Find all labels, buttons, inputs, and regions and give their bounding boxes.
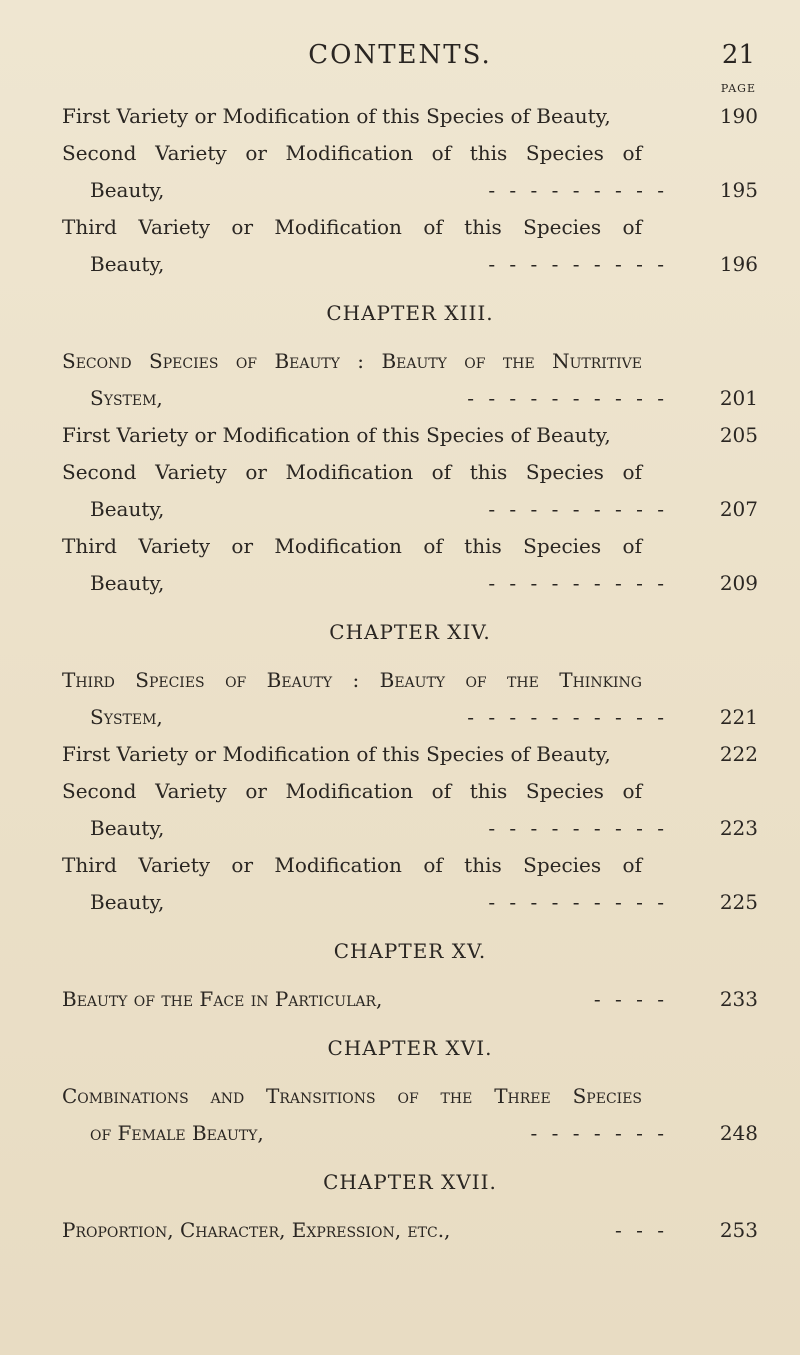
entry-title: Proportion, Character, Expression, etc., — [62, 1218, 451, 1242]
entry-page: 223 — [719, 816, 758, 840]
toc-entry — [0, 773, 800, 810]
entry-page: 195 — [719, 178, 758, 202]
entry-title: System, — [90, 705, 163, 729]
toc-entry — [0, 98, 800, 135]
dot-leader: - - - - - - - - - — [488, 890, 668, 914]
toc-entry-continuation — [0, 1115, 800, 1152]
dot-leader: - - - - - - - - - — [488, 252, 668, 276]
running-title: CONTENTS. — [308, 40, 492, 70]
toc-entry — [0, 847, 800, 884]
toc-entry — [0, 528, 800, 565]
toc-entry — [0, 1078, 800, 1115]
entry-title: of Female Beauty, — [90, 1121, 264, 1145]
entry-page: 207 — [719, 497, 758, 521]
chapter-heading: CHAPTER XV. — [333, 939, 487, 963]
chapter-heading: CHAPTER XIII. — [326, 301, 494, 325]
entry-title: Beauty, — [90, 178, 165, 202]
entry-title: Beauty, — [90, 571, 165, 595]
toc-entry-continuation — [0, 246, 800, 283]
entry-title: Beauty of the Face in Particular, — [62, 987, 383, 1011]
entry-page: 222 — [719, 742, 758, 766]
contents-list — [0, 98, 800, 1249]
entry-title: Second Species of Beauty : Beauty of the Nutritive — [62, 349, 642, 373]
dot-leader: - - - - - - - - - — [488, 816, 668, 840]
entry-title: First Variety or Modification of this Species of Beauty, — [62, 423, 611, 447]
toc-entry — [0, 343, 800, 380]
entry-page: 221 — [719, 705, 758, 729]
dot-leader: - - - - - - - - - — [488, 571, 668, 595]
toc-entry-continuation — [0, 810, 800, 847]
toc-entry-continuation — [0, 172, 800, 209]
entry-page: 225 — [719, 890, 758, 914]
toc-entry — [0, 454, 800, 491]
page-number: 21 — [721, 40, 755, 70]
entry-title: Third Species of Beauty : Beauty of the Thinking — [62, 668, 642, 692]
entry-title: Third Variety or Modification of this Species of — [62, 853, 642, 877]
entry-title: First Variety or Modification of this Species of Beauty, — [62, 742, 611, 766]
toc-entry — [0, 135, 800, 172]
entry-title: Third Variety or Modification of this Species of — [62, 534, 642, 558]
chapter-heading: CHAPTER XIV. — [329, 620, 491, 644]
dot-leader: - - - — [615, 1218, 668, 1242]
entry-title: Second Variety or Modification of this Species of — [62, 460, 642, 484]
dot-leader: - - - - - - - - - — [488, 497, 668, 521]
entry-title: Beauty, — [90, 816, 165, 840]
entry-page: 190 — [719, 104, 758, 128]
entry-title: System, — [90, 386, 163, 410]
entry-title: Second Variety or Modification of this Species of — [62, 779, 642, 803]
page-header — [0, 40, 800, 80]
toc-entry — [0, 736, 800, 773]
toc-entry — [0, 981, 800, 1018]
entry-page: 209 — [719, 571, 758, 595]
entry-title: First Variety or Modification of this Species of Beauty, — [62, 104, 611, 128]
entry-page: 201 — [719, 386, 758, 410]
entry-page: 196 — [719, 252, 758, 276]
toc-entry-continuation — [0, 565, 800, 602]
entry-title: Beauty, — [90, 252, 165, 276]
entry-title: Beauty, — [90, 890, 165, 914]
entry-title: Second Variety or Modification of this Species of — [62, 141, 642, 165]
dot-leader: - - - - - - - - - — [488, 178, 668, 202]
entry-title: Combinations and Transitions of the Three Species — [62, 1084, 642, 1108]
toc-entry-continuation — [0, 884, 800, 921]
chapter-heading: CHAPTER XVII. — [323, 1170, 497, 1194]
dot-leader: - - - - - - - - - - — [467, 386, 668, 410]
toc-entry-continuation — [0, 380, 800, 417]
toc-entry — [0, 662, 800, 699]
entry-title: Beauty, — [90, 497, 165, 521]
toc-entry — [0, 1212, 800, 1249]
entry-page: 248 — [719, 1121, 758, 1145]
toc-entry — [0, 417, 800, 454]
toc-entry-continuation — [0, 699, 800, 736]
dot-leader: - - - - - - - — [530, 1121, 668, 1145]
dot-leader: - - - - - - - - - - — [467, 705, 668, 729]
entry-title: Third Variety or Modification of this Species of — [62, 215, 642, 239]
chapter-heading: CHAPTER XVI. — [327, 1036, 493, 1060]
dot-leader: - - - - — [593, 987, 668, 1011]
toc-entry — [0, 209, 800, 246]
entry-page: 205 — [719, 423, 758, 447]
entry-page: 233 — [719, 987, 758, 1011]
toc-entry-continuation — [0, 491, 800, 528]
entry-page: 253 — [719, 1218, 758, 1242]
page-column-label: PAGE — [720, 82, 756, 95]
